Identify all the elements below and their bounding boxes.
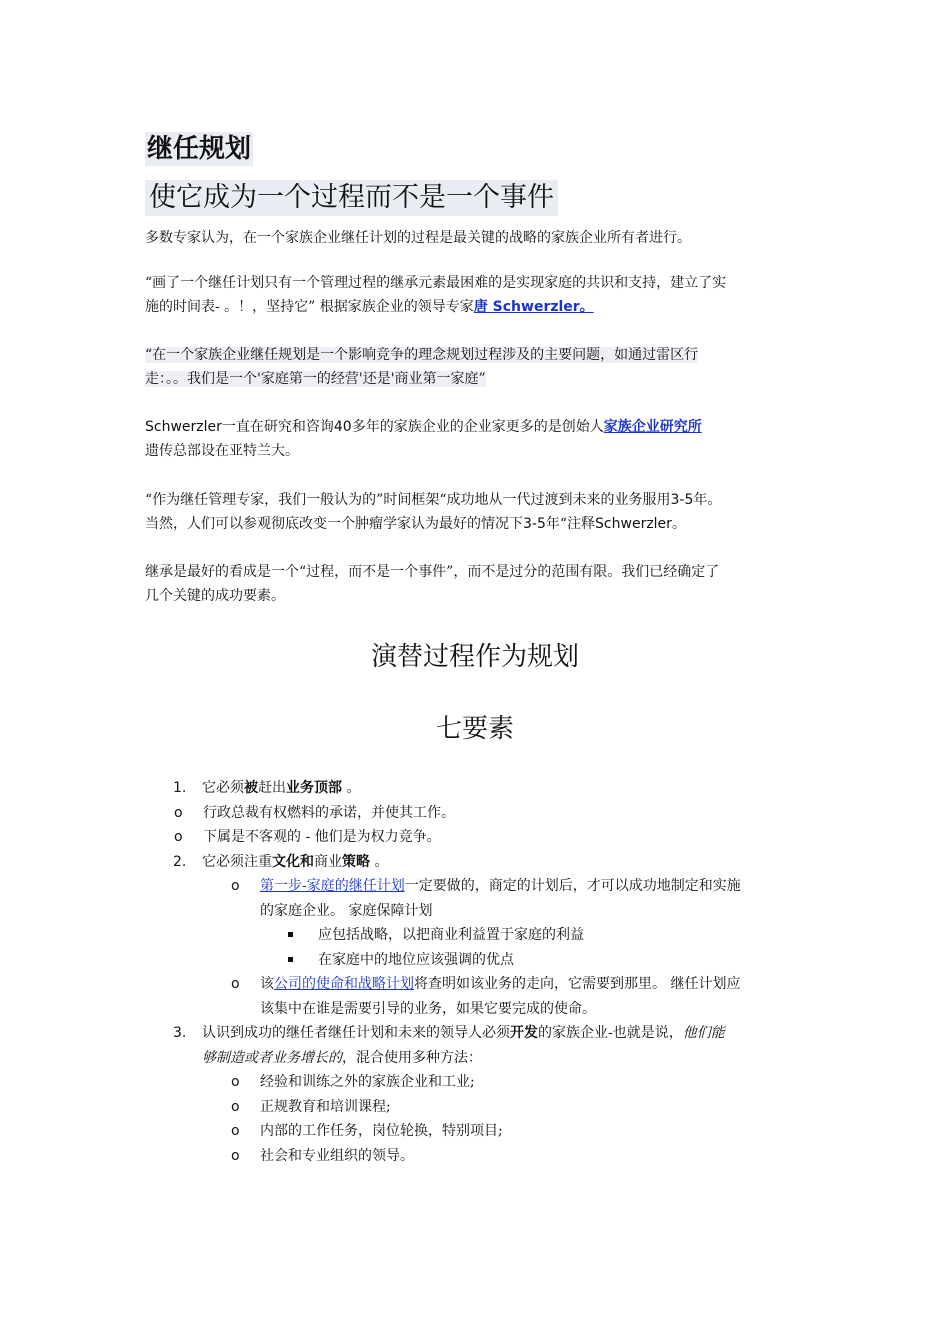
paragraph-6: 继承是最好的看成是一个“过程，而不是一个事件”，而不是过分的范围有限。我们已经确定了 几个关键的成功要素。 (145, 564, 720, 604)
elements-list (145, 776, 825, 1168)
sublist-3 (202, 1070, 825, 1168)
section-subheading: 七要素 (435, 714, 514, 744)
sublist-2 (202, 874, 825, 1021)
list-item: o 该公司的使命和战略计划将查明如该业务的走向，它需要到那里。 继任计划应 该集中在谁是需要引导的业务，如果它要完成的使命。 (231, 976, 741, 1017)
paragraph-5: “作为继任管理专家，我们一般认为的”时间框架“成功地从一代过渡到未来的业务服用3-5年。 当然，人们可以参观彻底改变一个肿瘤学家认为最好的情况下3-5年“注释Schwerzler。 (145, 492, 722, 532)
square-bullet-icon (288, 957, 293, 962)
family-succession-plan-link[interactable]: 第一步-家庭的继任计划 (260, 878, 405, 894)
sublist-1 (145, 801, 825, 850)
sublist-2-bullets (260, 923, 825, 972)
list-item-2: 2. 它必须注重文化和商业策略 。 o 第一步-家庭的继任计划一定要做的，商定的计划后，才可以成功地制定和实施 的家庭企业。 家庭保障计划 应包括战略，以把商业利益置于家庭的利益 在家庭中的地位应该强调的优点 o 该公司的使命和战略计划将查明如该业务的走向，它需要到那里。 继任计划应 该集中在谁是需要引导的业务，如果它要完成的使命。 (145, 850, 825, 1022)
schwerzler-link[interactable]: 唐 Schwerzler。 (473, 299, 594, 315)
paragraph-4: Schwerzler一直在研究和咨询40多年的家族企业的企业家更多的是创始人家族企业研究所 遗传总部设在亚特兰大。 (145, 419, 702, 459)
list-item: o 行政总裁有权燃料的承诺，并使其工作。 (174, 804, 455, 821)
list-item-1: 1. 它必须被赶出业务顶部 。 o 行政总裁有权燃料的承诺，并使其工作。 o 下属是不客观的 - 他们是为权力竞争。 (145, 776, 825, 850)
family-business-institute-link[interactable]: 家族企业研究所 (603, 419, 702, 435)
list-item-3: 3. 认识到成功的继任者继任计划和未来的领导人必须开发的家族企业-也就是说，他们能 够制造或者业务增长的，混合使用多种方法： o 经验和训练之外的家族企业和工业; o 正规教育和培训课程; o 内部的工作任务，岗位轮换，特别项目; o 社会和专业组织的领导。 (145, 1021, 825, 1168)
list-item: o 内部的工作任务，岗位轮换，特别项目; (231, 1123, 503, 1139)
page-subtitle: 使它成为一个过程而不是一个事件 (145, 180, 558, 216)
paragraph-1: 多数专家认为，在一个家族企业继任计划的过程是最关键的战略的家族企业所有者进行。 (145, 230, 691, 246)
list-item: o 正规教育和培训课程; (231, 1098, 391, 1115)
page-title: 继任规划 (147, 134, 252, 164)
list-item: o 社会和专业组织的领导。 (231, 1147, 414, 1164)
paragraph-2: “画了一个继任计划只有一个管理过程的继承元素最困难的是实现家庭的共识和支持，建立了实 施的时间表- 。！，坚持它” 根据家族企业的领导专家唐 Schwerzler。 (145, 275, 727, 315)
list-item: 应包括战略，以把商业利益置于家庭的利益 (260, 923, 825, 948)
list-item: o 经验和训练之外的家族企业和工业; (231, 1074, 475, 1090)
square-bullet-icon (288, 932, 293, 937)
list-item: o 第一步-家庭的继任计划一定要做的，商定的计划后，才可以成功地制定和实施 的家庭企业。 家庭保障计划 应包括战略，以把商业利益置于家庭的利益 在家庭中的地位应该强调的优点 (202, 874, 825, 972)
mission-strategy-link[interactable]: 公司的使命和战略计划 (274, 976, 414, 992)
paragraph-3: “在一个家族企业继任规划是一个影响竞争的理念规划过程涉及的主要问题，如通过雷区行 走：。。我们是一个'家庭第一的经营'还是'商业第一家庭” (145, 347, 699, 387)
list-item: o 下属是不客观的 - 他们是为权力竞争。 (174, 829, 441, 845)
section-heading: 演替过程作为规划 (370, 642, 579, 672)
list-item: 在家庭中的地位应该强调的优点 (260, 948, 825, 973)
